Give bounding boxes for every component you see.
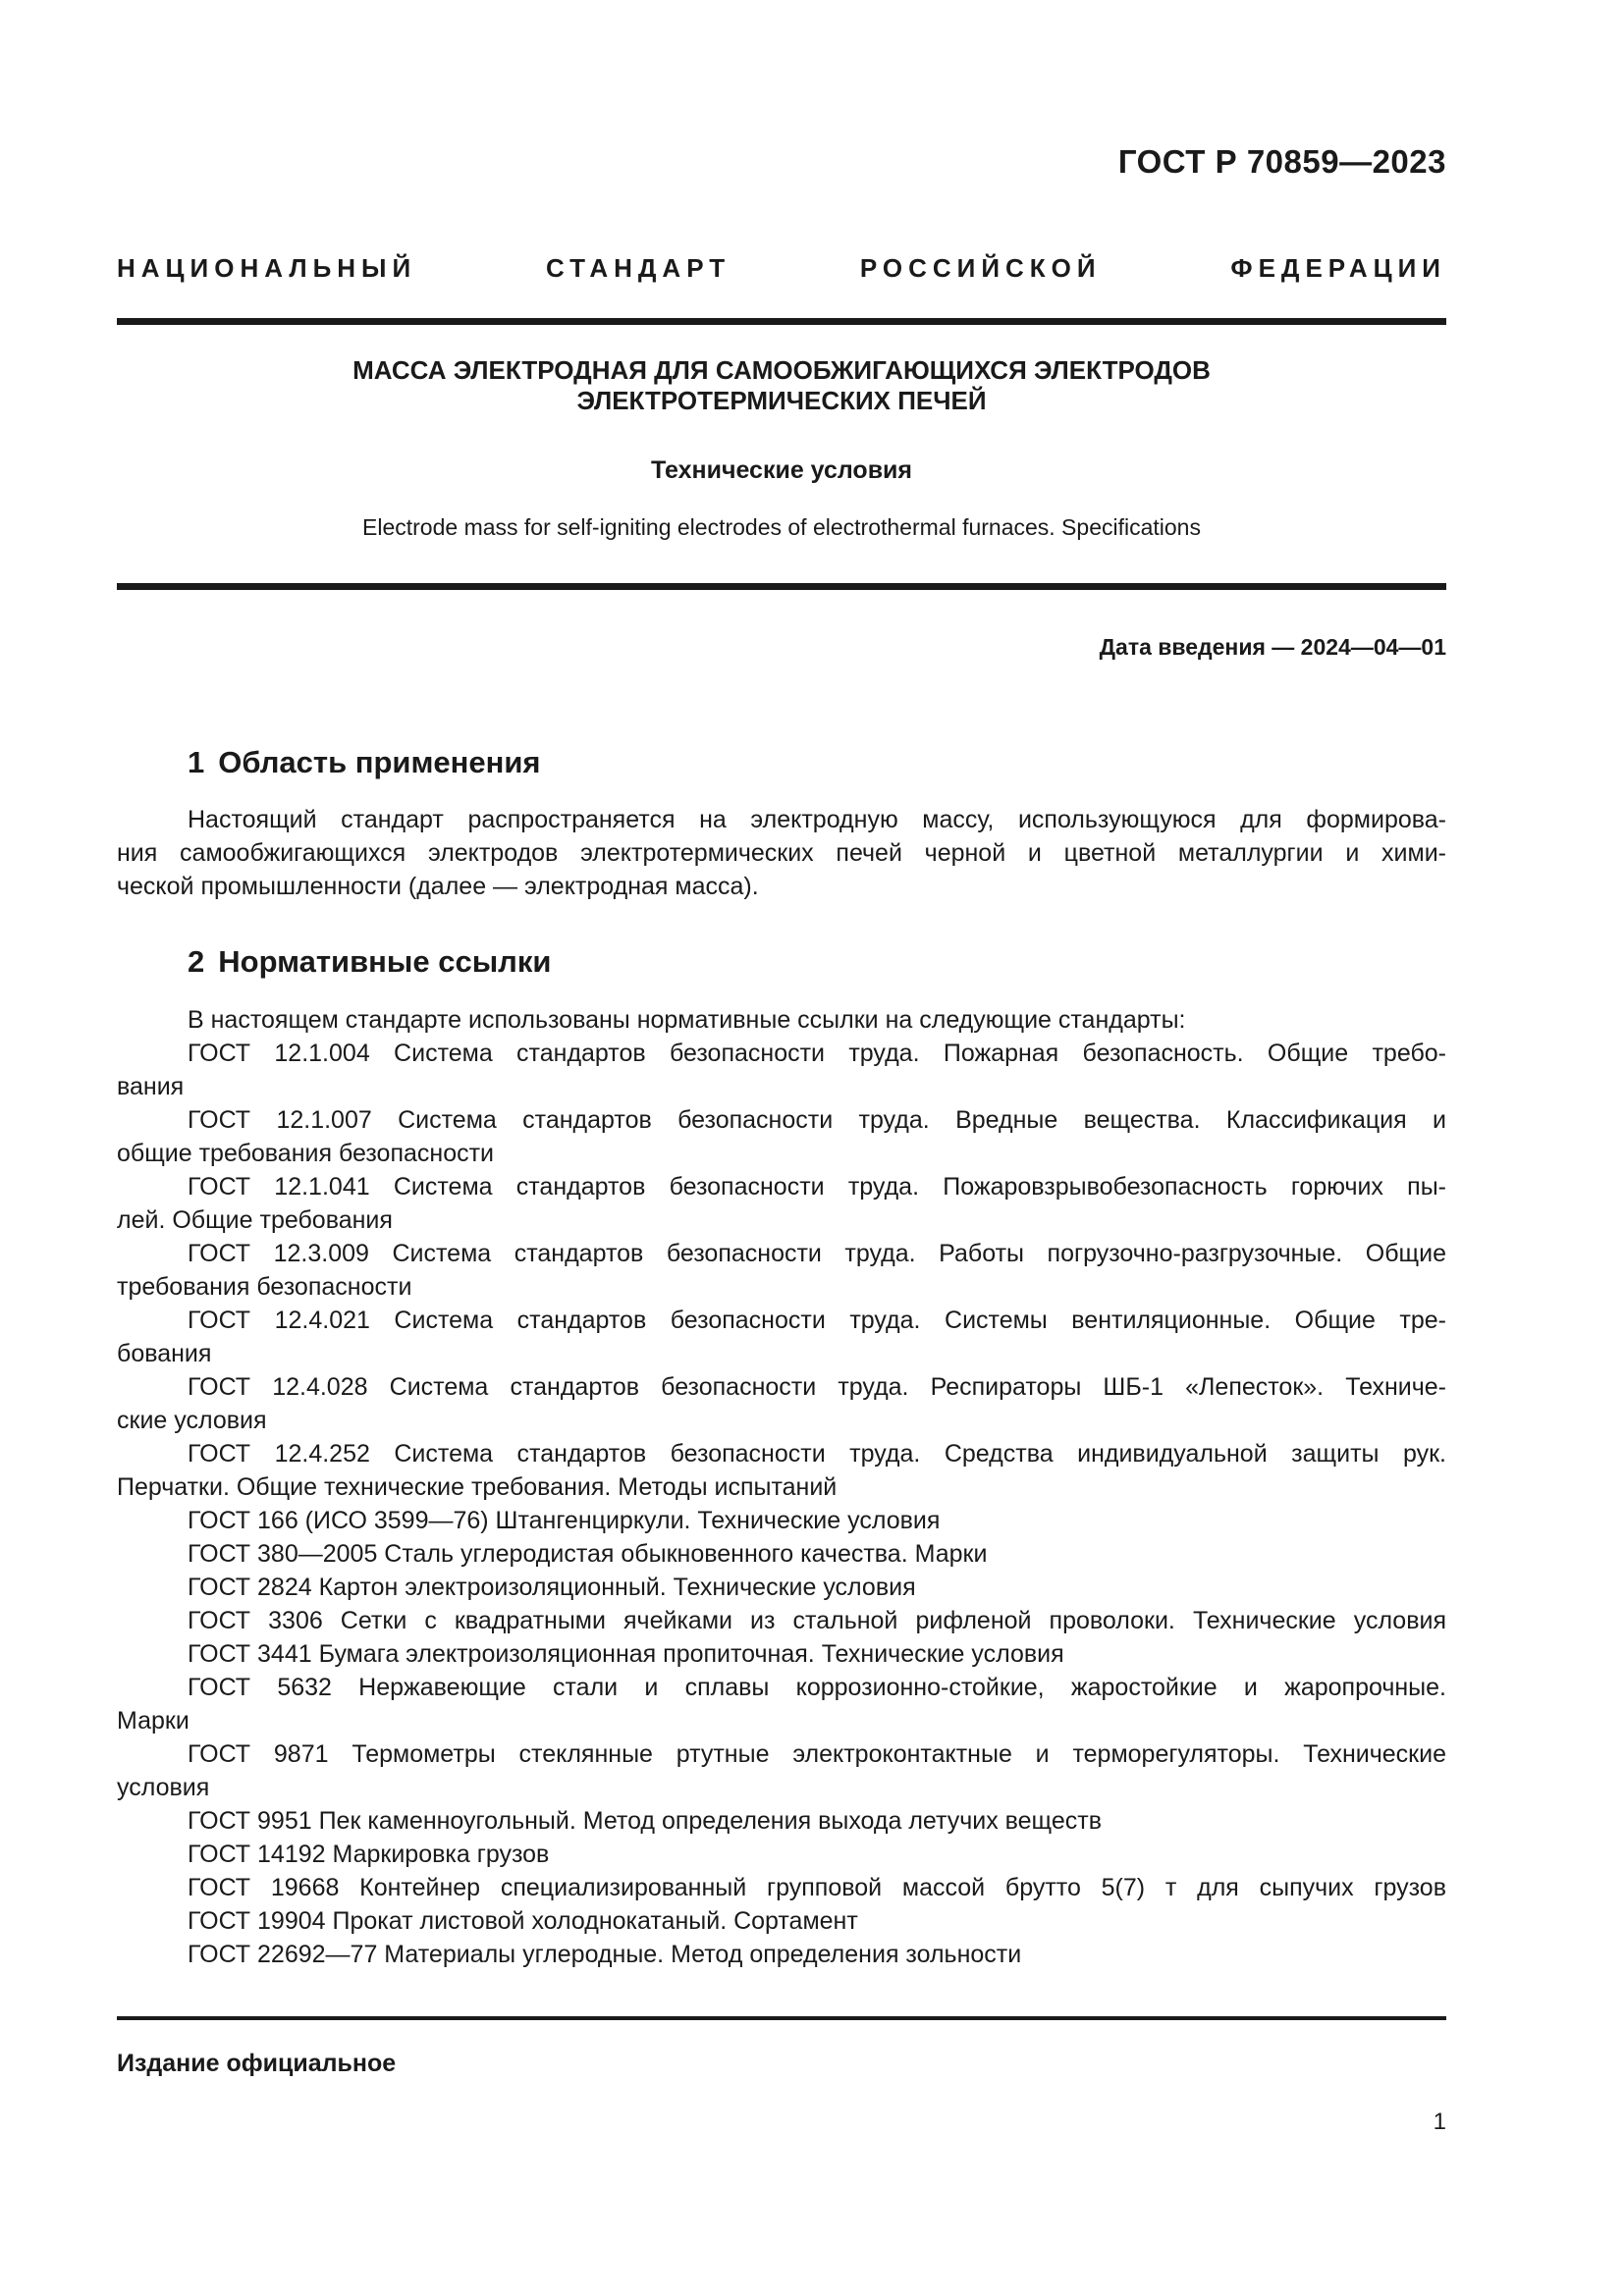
page-number: 1 [1433, 2109, 1446, 2135]
section-body-scope [117, 803, 1446, 903]
reference-line: ГОСТ 12.1.004 Система стандартов безопасности труда. Пожарная безопасность. Общие требо- [188, 1040, 1446, 1067]
document-title [117, 355, 1446, 416]
reference-line: ГОСТ 9951 Пек каменноугольный. Метод определения выхода летучих веществ [188, 1807, 1102, 1835]
reference-line: условия [117, 1774, 210, 1801]
reference-line: ГОСТ 19668 Контейнер специализированный групповой массой брутто 5(7) т для сыпучих грузов [188, 1874, 1446, 1901]
section-heading-references [188, 944, 551, 980]
document-page [117, 0, 1446, 2296]
reference-line: ГОСТ 22692—77 Материалы углеродные. Метод определения зольности [188, 1941, 1022, 1968]
section-body-references [117, 1003, 1446, 1971]
reference-line: ГОСТ 3306 Сетки с квадратными ячейками из стальной рифленой проволоки. Технические условия [188, 1607, 1446, 1634]
title-divider [117, 583, 1446, 590]
introduction-date: Дата введения — 2024—04—01 [1099, 634, 1446, 660]
reference-line: требования безопасности [117, 1273, 412, 1301]
section-title: Область применения [218, 745, 541, 779]
english-title: Electrode mass for self-igniting electrodes of electrothermal furnaces. Specifications [362, 514, 1201, 540]
reference-line: ские условия [117, 1407, 267, 1434]
reference-line: общие требования безопасности [117, 1140, 495, 1167]
reference-line: ГОСТ 19904 Прокат листовой холоднокатаный. Сортамент [188, 1907, 858, 1935]
footer-divider [117, 2016, 1446, 2020]
national-standard-banner: НАЦИОНАЛЬНЫЙ СТАНДАРТ РОССИЙСКОЙ ФЕДЕРАЦИИ [117, 253, 1446, 283]
official-edition-label: Издание официальное [117, 2050, 397, 2077]
reference-line: ГОСТ 12.4.021 Система стандартов безопасности труда. Системы вентиляционные. Общие тре- [188, 1307, 1446, 1334]
reference-line: ГОСТ 12.4.252 Система стандартов безопасности труда. Средства индивидуальной защиты рук. [188, 1440, 1446, 1468]
title-line-1: МАССА ЭЛЕКТРОДНАЯ ДЛЯ САМООБЖИГАЮЩИХСЯ ЭЛЕКТРОДОВ [352, 355, 1211, 385]
reference-line: ГОСТ 166 (ИСО 3599—76) Штангенциркули. Технические условия [188, 1507, 941, 1534]
reference-line: вания [117, 1073, 185, 1100]
title-line-2: ЭЛЕКТРОТЕРМИЧЕСКИХ ПЕЧЕЙ [576, 386, 987, 415]
top-divider [117, 318, 1446, 325]
reference-line: ГОСТ 3441 Бумага электроизоляционная пропиточная. Технические условия [188, 1640, 1064, 1668]
section-title: Нормативные ссылки [218, 944, 552, 979]
text-line: ческой промышленности (далее — электродная масса). [117, 873, 759, 900]
reference-line: лей. Общие требования [117, 1206, 393, 1234]
section-number: 2 [188, 944, 205, 979]
reference-line: ГОСТ 12.1.041 Система стандартов безопасности труда. Пожаровзрывобезопасность горючих пы- [188, 1173, 1446, 1201]
section-number: 1 [188, 745, 205, 779]
reference-line: ГОСТ 2824 Картон электроизоляционный. Технические условия [188, 1574, 916, 1601]
reference-line: ГОСТ 9871 Термометры стеклянные ртутные электроконтактные и терморегуляторы. Технические [188, 1740, 1446, 1768]
reference-line: ГОСТ 5632 Нержавеющие стали и сплавы коррозионно-стойкие, жаростойкие и жаропрочные. [188, 1674, 1446, 1701]
text-line: Настоящий стандарт распространяется на электродную массу, использующуюся для формирова- [188, 806, 1446, 833]
text-line: ния самообжигающихся электродов электротермических печей черной и цветной металлургии и хими- [117, 839, 1446, 867]
reference-line: Марки [117, 1707, 189, 1735]
text-line: В настоящем стандарте использованы нормативные ссылки на следующие стандарты: [188, 1006, 1186, 1034]
reference-line: Перчатки. Общие технические требования. Методы испытаний [117, 1473, 838, 1501]
section-heading-scope [188, 745, 541, 780]
document-subtitle: Технические условия [650, 456, 913, 484]
reference-line: ГОСТ 12.4.028 Система стандартов безопасности труда. Респираторы ШБ-1 «Лепесток». Техниче- [188, 1373, 1446, 1401]
reference-line: бования [117, 1340, 212, 1367]
document-number: ГОСТ Р 70859—2023 [1117, 143, 1446, 180]
reference-line: ГОСТ 12.3.009 Система стандартов безопасности труда. Работы погрузочно-разгрузочные. Общие [188, 1240, 1446, 1267]
reference-line: ГОСТ 12.1.007 Система стандартов безопасности труда. Вредные вещества. Классификация и [188, 1106, 1446, 1134]
reference-line: ГОСТ 380—2005 Сталь углеродистая обыкновенного качества. Марки [188, 1540, 988, 1568]
reference-line: ГОСТ 14192 Маркировка грузов [188, 1841, 550, 1868]
